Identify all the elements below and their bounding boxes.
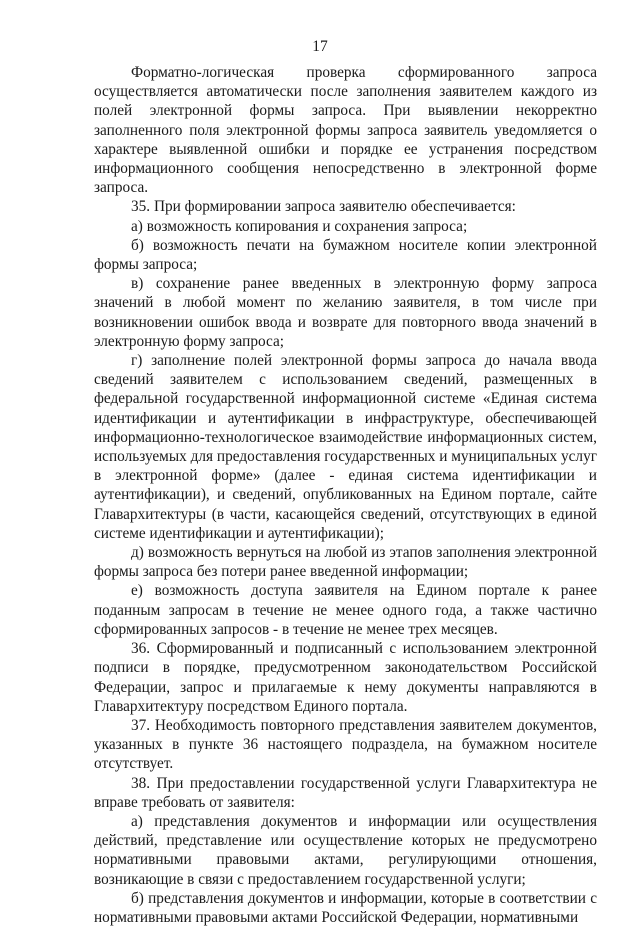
paragraph-35-v: в) сохранение ранее введенных в электронную форму запроса значений в любой момент по желанию заявителя, в том числе при возникновении ошибок ввода и возврате для повторного ввода значений в электронную форму запроса; — [94, 275, 597, 350]
paragraph-38-b: б) представления документов и информации, которые в соответствии с нормативными правовыми актами Российской Федерации, нормативными — [94, 889, 597, 926]
paragraph-36: 36. Сформированный и подписанный с использованием электронной подписи в порядке, предусмотренном законодательством Российской Федерации, запрос и прилагаемые к нему документы направляются в Главархитектуру посредством Единого портала. — [94, 640, 597, 715]
paragraph-format-check: Форматно-логическая проверка сформированного запроса осуществляется автоматически после заполнения заявителем каждого из полей электронной формы запроса. При выявлении некорректно заполненного поля электронной формы запроса заявитель уведомляется о характере выявленной ошибки и порядке ее устранения посредством информационного сообщения непосредственно в электронной форме запроса. — [94, 64, 597, 197]
paragraph-37: 37. Необходимость повторного представления заявителем документов, указанных в пункте 36 настоящего подраздела, на бумажном носителе отсутствует. — [94, 716, 597, 773]
page-number: 17 — [312, 38, 328, 55]
paragraph-35-e: е) возможность доступа заявителя на Едином портале к ранее поданным запросам в течение не менее одного года, а также частично сформированных запросов - в течение не менее трех месяцев. — [94, 582, 597, 638]
document-body — [94, 63, 597, 927]
paragraph-35-a: а) возможность копирования и сохранения запроса; — [131, 217, 468, 235]
paragraph-38-a: а) представления документов и информации или осуществления действий, представление или осуществление которых не предусмотрено нормативными правовыми актами, регулирующими отношения, возникающие в связи с предоставлением государственной услуги; — [94, 812, 597, 888]
paragraph-35-g: г) заполнение полей электронной формы запроса до начала ввода сведений заявителем с использованием сведений, размещенных в федеральной государственной информационной системе «Единая система идентификации и аутентификации в инфраструктуре, обеспечивающей информационно-технологическое взаимодействие информационных систем, используемых для предоставления государственных и муниципальных услуг в электронной форме» (далее - единая система идентификации и аутентификации), и сведений, опубликованных на Едином портале, сайте Главархитектуры (в части, касающейся сведений, отсутствующих в единой системе идентификации и аутентификации); — [94, 352, 597, 542]
paragraph-35: 35. При формировании запроса заявителю обеспечивается: — [131, 198, 516, 216]
paragraph-35-d: д) возможность вернуться на любой из этапов заполнения электронной формы запроса без потери ранее введенной информации; — [94, 544, 597, 581]
paragraph-38: 38. При предоставлении государственной услуги Главархитектура не вправе требовать от заявителя: — [94, 774, 597, 811]
paragraph-35-b: б) возможность печати на бумажном носителе копии электронной формы запроса; — [94, 236, 597, 274]
